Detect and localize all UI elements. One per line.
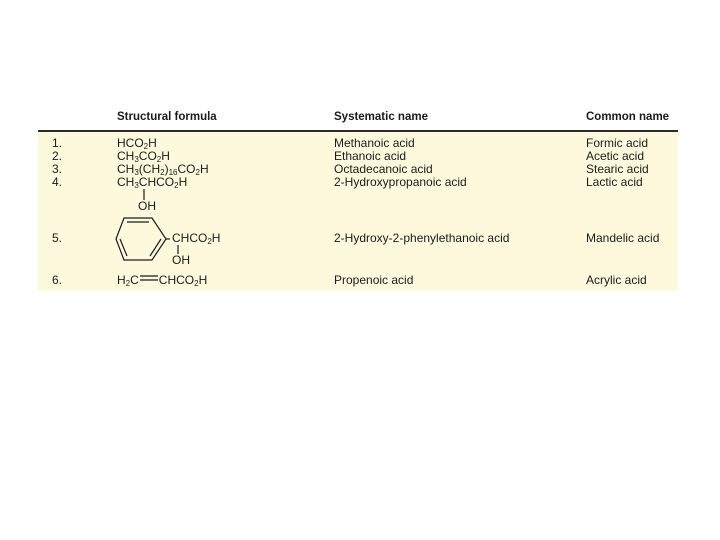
hydroxyl-group: OH	[138, 199, 156, 213]
common-name: Mandelic acid	[586, 231, 660, 245]
structural-formula: $CH_3(CH_2)_{16}CO_2H$	[117, 162, 209, 177]
systematic-name: 2-Hydroxypropanoic acid	[334, 175, 467, 189]
common-name: Formic acid	[586, 136, 649, 150]
header-systematic-name: Systematic name	[334, 111, 428, 123]
header-common-name: Common name	[586, 111, 670, 123]
common-name: Acetic acid	[586, 149, 645, 163]
systematic-name: 2-Hydroxy-2-phenylethanoic acid	[334, 231, 510, 245]
carboxylic-acids-table	[38, 104, 678, 291]
systematic-name: Methanoic acid	[334, 136, 415, 150]
row-number: 3.	[52, 162, 63, 176]
header-structural-formula: Structural formula	[117, 111, 217, 123]
double-bond-icon	[140, 274, 158, 282]
benzene-ring-icon	[114, 216, 170, 262]
common-name: Lactic acid	[586, 175, 643, 189]
systematic-name: Propenoic acid	[334, 273, 414, 287]
table-header	[38, 104, 678, 132]
systematic-name: Octadecanoic acid	[334, 162, 433, 176]
structural-formula: $HCO_2H$	[117, 136, 157, 151]
systematic-name: Ethanoic acid	[334, 149, 407, 163]
structural-formula: $H_2C$ $CHCO_2H$	[117, 273, 208, 288]
common-name: Stearic acid	[586, 162, 649, 176]
row-number: 4.	[52, 175, 63, 189]
row-number: 2.	[52, 149, 63, 163]
structural-formula: $CH_3CHCO_2H$	[117, 175, 188, 190]
hydroxyl-group: OH	[172, 253, 190, 267]
row-number: 5.	[52, 231, 63, 245]
row-number: 6.	[52, 273, 63, 287]
common-name: Acrylic acid	[586, 273, 647, 287]
row-number: 1.	[52, 136, 63, 150]
structural-formula: $CHCO_2H$	[172, 231, 221, 246]
structural-formula: $CH_3CO_2H$	[117, 149, 170, 164]
